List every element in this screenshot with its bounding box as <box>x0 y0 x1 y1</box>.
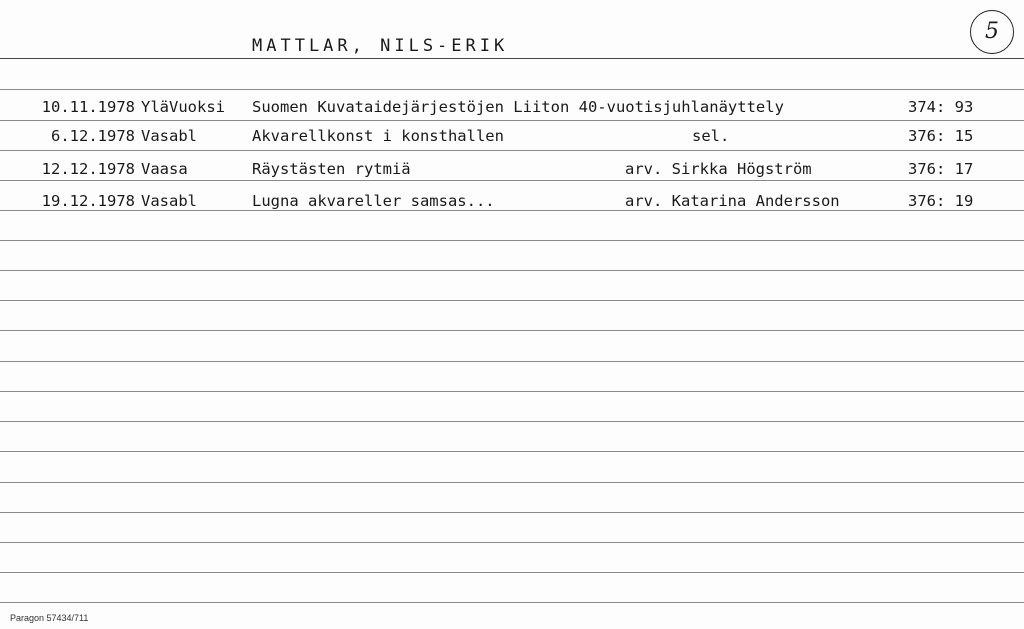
entry-ref: 376: 15 <box>908 127 974 145</box>
entry-date: 6.12.1978 <box>51 127 135 145</box>
entry-place: YläVuoksi <box>141 98 225 116</box>
ruled-line <box>0 572 1024 573</box>
ruled-line <box>0 512 1024 513</box>
entry-row <box>0 98 1024 122</box>
entry-ref: 376: 19 <box>908 192 974 210</box>
entry-date: 19.12.1978 <box>41 192 135 210</box>
entry-ref: 374: 93 <box>908 98 974 116</box>
entry-by: arv. Katarina Andersson <box>625 192 840 210</box>
ruled-line <box>0 391 1024 392</box>
entry-by: arv. Sirkka Högström <box>625 160 812 178</box>
entry-row <box>0 160 1024 184</box>
entry-row <box>0 192 1024 216</box>
ruled-line <box>0 270 1024 271</box>
entry-by: sel. <box>692 127 730 145</box>
entry-place: Vasabl <box>141 192 197 210</box>
ruled-line <box>0 58 1024 59</box>
ruled-line <box>0 421 1024 422</box>
ruled-line <box>0 482 1024 483</box>
entry-title: Lugna akvareller samsas... <box>252 192 495 210</box>
entry-place: Vasabl <box>141 127 197 145</box>
ruled-line <box>0 542 1024 543</box>
ruled-line <box>0 361 1024 362</box>
ruled-line <box>0 602 1024 603</box>
card-name: MATTLAR, NILS-ERIK <box>252 36 509 56</box>
entry-title: Räystästen rytmiä <box>252 160 411 178</box>
ruled-line <box>0 89 1024 90</box>
entry-date: 10.11.1978 <box>41 98 135 116</box>
entry-row <box>0 127 1024 151</box>
print-mark: Paragon 57434/711 <box>10 613 89 623</box>
ruled-line <box>0 451 1024 452</box>
page-number-circle: 5 <box>970 10 1014 54</box>
entry-ref: 376: 17 <box>908 160 974 178</box>
ruled-line <box>0 300 1024 301</box>
entry-place: Vaasa <box>141 160 188 178</box>
ruled-line <box>0 240 1024 241</box>
entry-title: Suomen Kuvataidejärjestöjen Liiton 40-vuotisjuhlanäyttely <box>252 98 784 116</box>
ruled-line <box>0 330 1024 331</box>
entry-title: Akvarellkonst i konsthallen <box>252 127 504 145</box>
entry-date: 12.12.1978 <box>41 160 135 178</box>
